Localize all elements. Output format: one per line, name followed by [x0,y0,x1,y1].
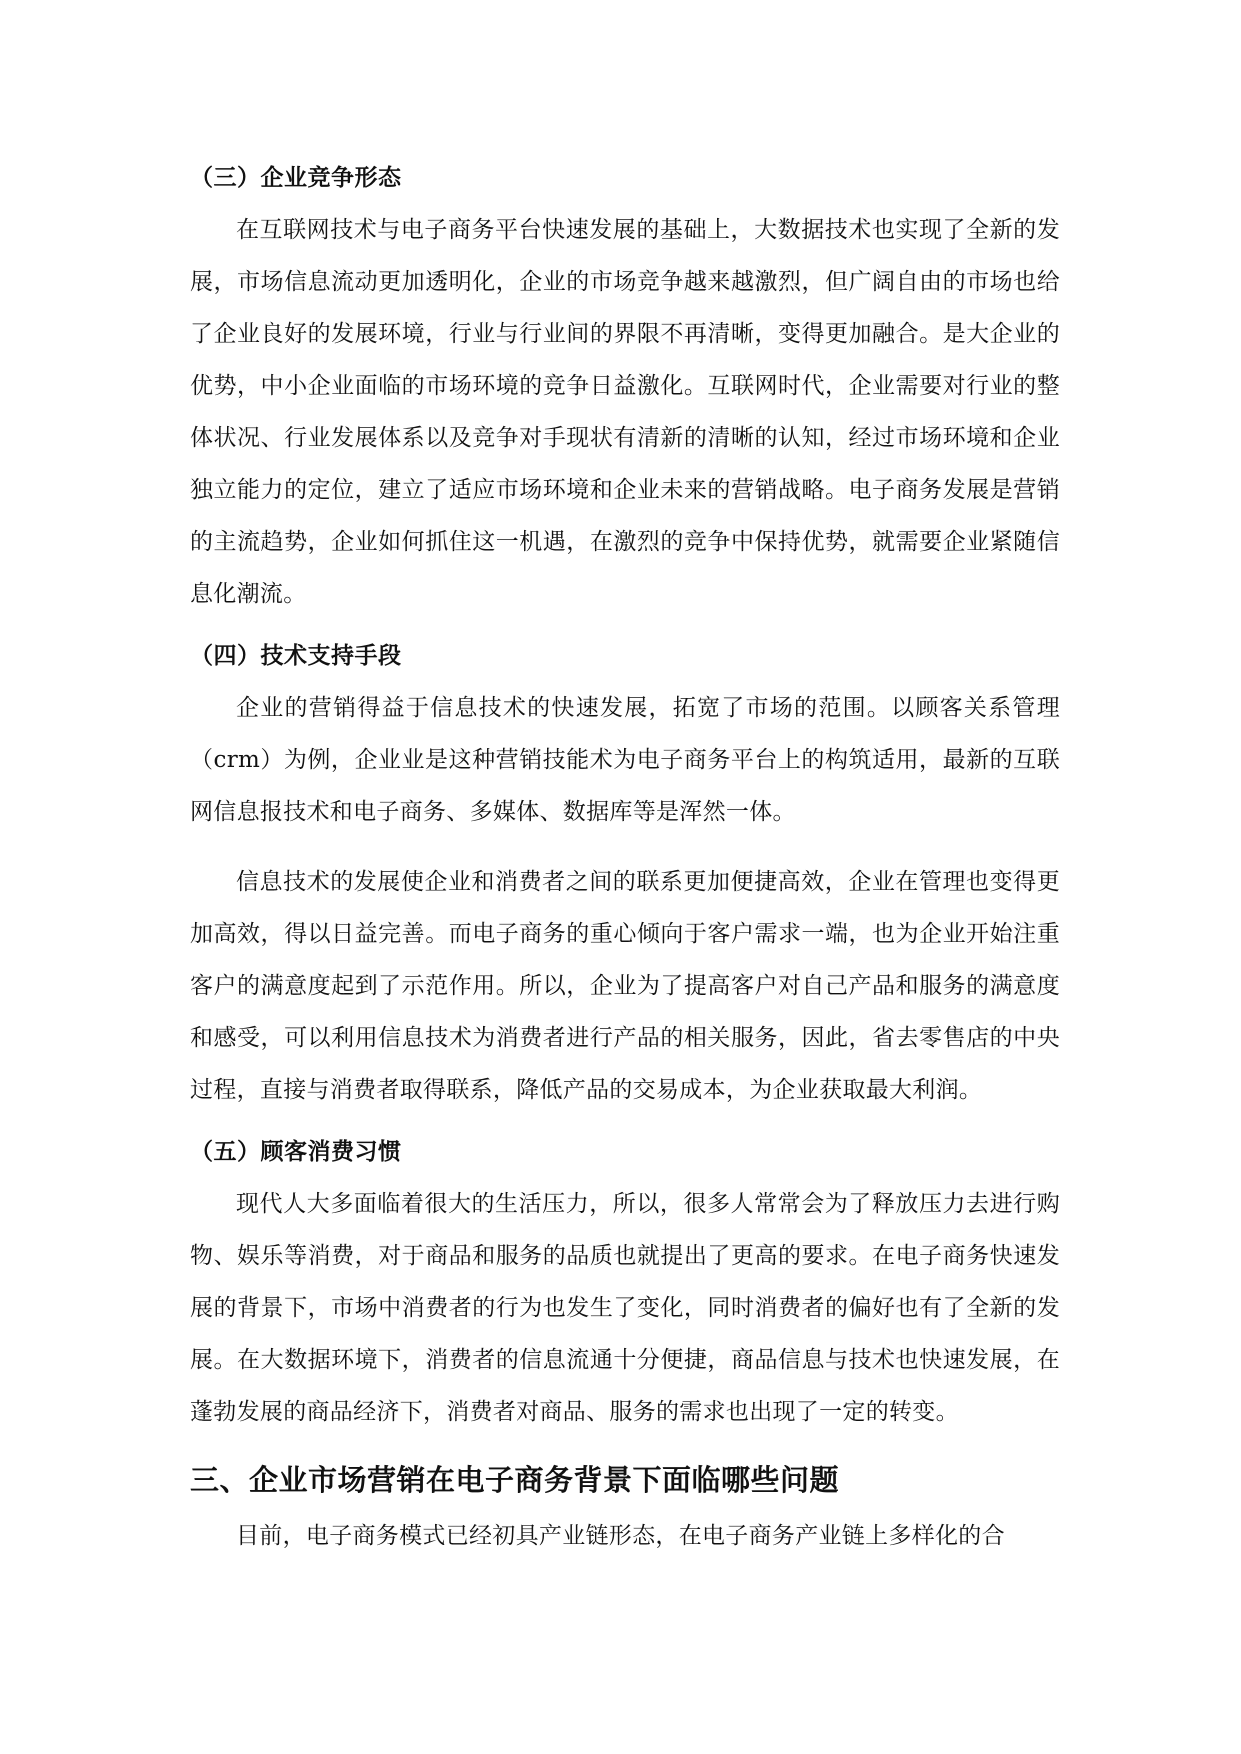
paragraph-technology-1: 企业的营销得益于信息技术的快速发展，拓宽了市场的范围。以顾客关系管理（crm）为例，企业业是这种营销技能术为电子商务平台上的构筑适用，最新的互联网信息报技术和电子商务、多媒体、数据库等是浑然一体。 [190,695,1060,825]
paragraph-competition: 在互联网技术与电子商务平台快速发展的基础上，大数据技术也实现了全新的发展，市场信息流动更加透明化，企业的市场竞争越来越激烈，但广阔自由的市场也给了企业良好的发展环境，行业与行业间的界限不再清晰，变得更加融合。是大企业的优势，中小企业面临的市场环境的竞争日益激化。互联网时代，企业需要对行业的整体状况、行业发展体系以及竞争对手现状有清新的清晰的认知，经过市场环境和企业独立能力的定位，建立了适应市场环境和企业未来的营销战略。电子商务发展是营销的主流趋势，企业如何抓住这一机遇，在激烈的竞争中保持优势，就需要企业紧随信息化潮流。 [190,217,1060,607]
section-heading-3: 三、企业市场营销在电子商务背景下面临哪些问题 [190,1463,840,1497]
paragraph-problems-intro: 目前，电子商务模式已经初具产业链形态，在电子商务产业链上多样化的合 [236,1523,1005,1549]
paragraph-consumer-habits: 现代人大多面临着很大的生活压力，所以，很多人常常会为了释放压力去进行购物、娱乐等消费，对于商品和服务的品质也就提出了更高的要求。在电子商务快速发展的背景下，市场中消费者的行为也发生了变化，同时消费者的偏好也有了全新的发展。在大数据环境下，消费者的信息流通十分便捷，商品信息与技术也快速发展，在蓬勃发展的商品经济下，消费者对商品、服务的需求也出现了一定的转变。 [190,1191,1060,1425]
paragraph-technology-2: 信息技术的发展使企业和消费者之间的联系更加便捷高效，企业在管理也变得更加高效，得以日益完善。而电子商务的重心倾向于客户需求一端，也为企业开始注重客户的满意度起到了示范作用。所以，企业为了提高客户对自己产品和服务的满意度和感受，可以利用信息技术为消费者进行产品的相关服务，因此，省去零售店的中央过程，直接与消费者取得联系，降低产品的交易成本，为企业获取最大利润。 [190,869,1060,1103]
page-content [190,152,1060,1562]
subsection-heading-3: （三）企业竞争形态 [190,165,402,191]
subsection-heading-5: （五）顾客消费习惯 [190,1139,402,1165]
subsection-heading-4: （四）技术支持手段 [190,643,402,669]
